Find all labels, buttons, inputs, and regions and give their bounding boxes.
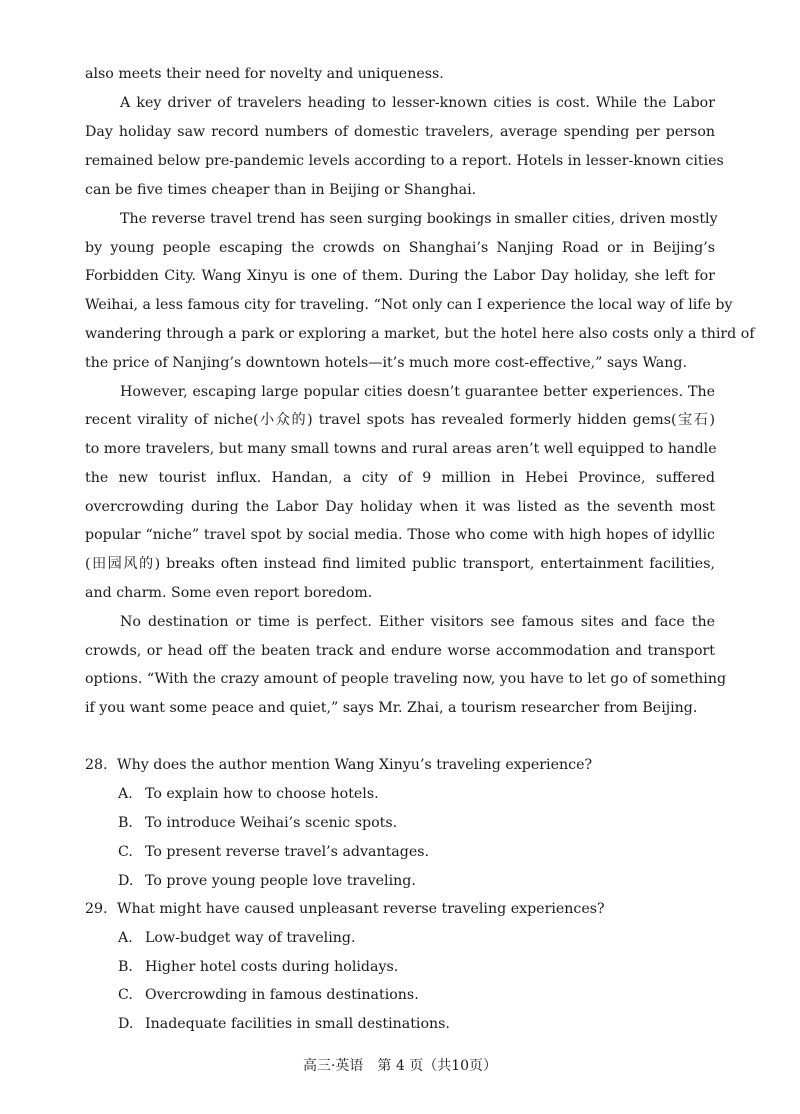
passage-line: if you want some peace and quiet,” says Mr. Zhai, a tourism researcher from Beijing. xyxy=(85,700,698,716)
option-d xyxy=(118,871,715,891)
option-letter: C. xyxy=(118,987,133,1003)
question-stem xyxy=(85,755,715,775)
passage-line: crowds, or head off the beaten track and endure worse accommodation and transport xyxy=(85,643,715,659)
option-b xyxy=(118,957,715,977)
option-c xyxy=(118,842,715,862)
option-text: Overcrowding in famous destinations. xyxy=(145,987,419,1003)
passage-line: However, escaping large popular cities doesn’t guarantee better experiences. The xyxy=(120,384,715,400)
passage-line: Weihai, a less famous city for traveling. “Not only can I experience the local way of life by xyxy=(85,297,733,313)
question-stem xyxy=(85,899,715,919)
passage-line: also meets their need for novelty and uniqueness. xyxy=(85,66,444,82)
question-text: What might have caused unpleasant reverse traveling experiences? xyxy=(117,901,605,917)
question-number: 28. xyxy=(85,757,108,773)
passage-line: can be five times cheaper than in Beijing or Shanghai. xyxy=(85,182,477,198)
option-text: Higher hotel costs during holidays. xyxy=(145,959,399,975)
page-footer: 高三·英语 第 4 页（共10页） xyxy=(302,1058,498,1074)
passage-line: No destination or time is perfect. Either visitors see famous sites and face the xyxy=(120,614,715,630)
passage-line: and charm. Some even report boredom. xyxy=(85,585,373,601)
option-text: Low-budget way of traveling. xyxy=(145,930,356,946)
passage-line: Day holiday saw record numbers of domestic travelers, average spending per person xyxy=(85,124,715,140)
passage-line: remained below pre-pandemic levels according to a report. Hotels in lesser-known cities xyxy=(85,153,724,169)
passage-line: The reverse travel trend has seen surging bookings in smaller cities, driven mostly xyxy=(120,211,718,227)
question-text: Why does the author mention Wang Xinyu’s traveling experience? xyxy=(117,757,593,773)
option-text: To prove young people love traveling. xyxy=(145,873,416,889)
passage-line: options. “With the crazy amount of people traveling now, you have to let go of something xyxy=(85,671,727,687)
option-a xyxy=(118,784,715,804)
option-c xyxy=(118,985,715,1005)
option-letter: A. xyxy=(118,930,133,946)
passage-line: the new tourist influx. Handan, a city of 9 million in Hebei Province, suffered xyxy=(85,470,715,486)
option-text: To present reverse travel’s advantages. xyxy=(145,844,430,860)
option-letter: D. xyxy=(118,1016,134,1032)
passage-line: by young people escaping the crowds on Shanghai’s Nanjing Road or in Beijing’s xyxy=(85,240,715,256)
option-text: To introduce Weihai’s scenic spots. xyxy=(145,815,398,831)
question-number: 29. xyxy=(85,901,108,917)
option-letter: B. xyxy=(118,815,133,831)
option-letter: C. xyxy=(118,844,133,860)
option-text: Inadequate facilities in small destinations. xyxy=(145,1016,450,1032)
passage-line: recent virality of niche(小众的) travel spots has revealed formerly hidden gems(宝石) xyxy=(85,412,715,428)
option-letter: D. xyxy=(118,873,134,889)
passage-line: wandering through a park or exploring a market, but the hotel here also costs only a third of xyxy=(85,326,755,342)
passage-line: Forbidden City. Wang Xinyu is one of them. During the Labor Day holiday, she left for xyxy=(85,268,715,284)
passage-line: the price of Nanjing’s downtown hotels—it’s much more cost-effective,” says Wang. xyxy=(85,355,687,371)
option-text: To explain how to choose hotels. xyxy=(145,786,379,802)
passage-line: to more travelers, but many small towns and rural areas aren’t well equipped to handle xyxy=(85,441,717,457)
option-letter: A. xyxy=(118,786,133,802)
option-a xyxy=(118,928,715,948)
option-letter: B. xyxy=(118,959,133,975)
option-b xyxy=(118,813,715,833)
option-d xyxy=(118,1014,715,1034)
passage-line: overcrowding during the Labor Day holiday when it was listed as the seventh most xyxy=(85,499,715,515)
passage-line: A key driver of travelers heading to lesser-known cities is cost. While the Labor xyxy=(120,95,715,111)
passage-line: popular “niche” travel spot by social media. Those who come with high hopes of idyllic xyxy=(85,527,715,543)
passage-line: (田园风的) breaks often instead find limited public transport, entertainment facilities, xyxy=(85,556,715,572)
